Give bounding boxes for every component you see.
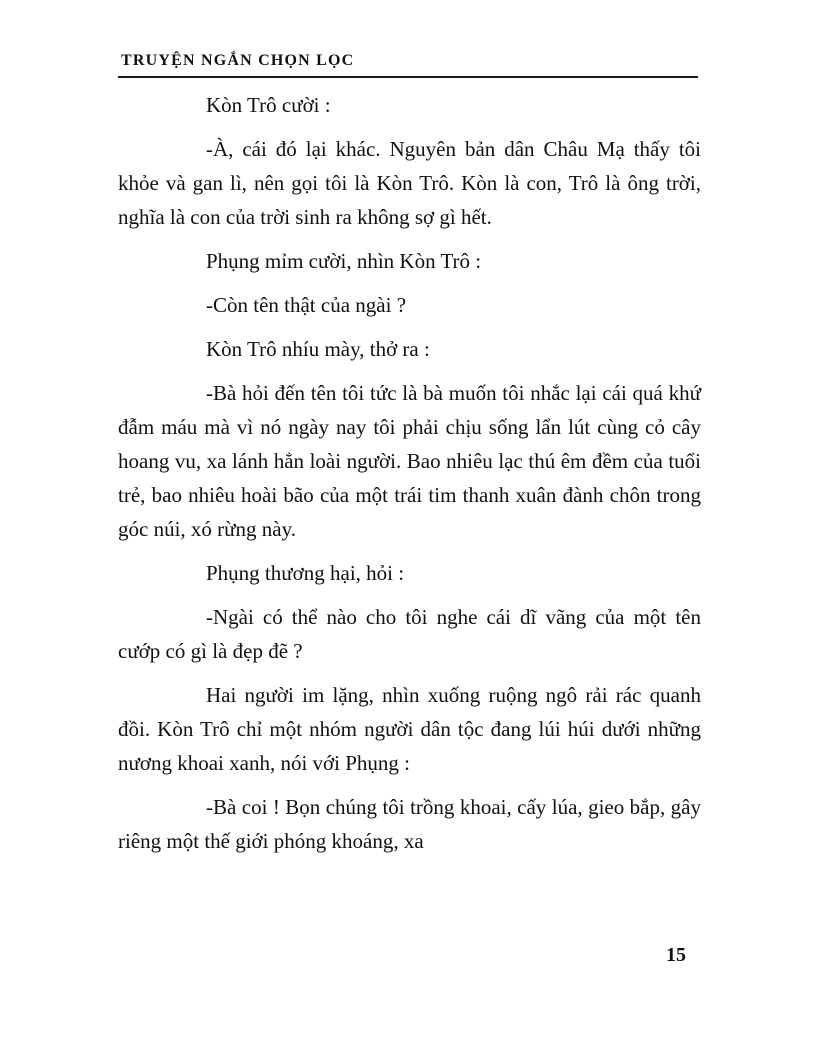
paragraph: Phụng thương hại, hỏi : (206, 561, 405, 585)
paragraph: -Bà coi ! Bọn chúng tôi trồng khoai, cấy lúa, gieo bắp, gây riêng một thế giới phóng khoáng, xa (118, 795, 701, 853)
header-title: TRUYỆN NGẮN CHỌN LỌC (121, 52, 355, 69)
paragraph: Kòn Trô cười : (206, 93, 331, 117)
paragraph: Kòn Trô nhíu mày, thở ra : (206, 337, 430, 361)
paragraph: Phụng mỉm cười, nhìn Kòn Trô : (206, 249, 482, 273)
paragraph: -Ngài có thể nào cho tôi nghe cái dĩ vãng của một tên cướp có gì là đẹp đẽ ? (118, 605, 701, 663)
running-header (118, 50, 698, 78)
paragraph: Hai người im lặng, nhìn xuống ruộng ngô rải rác quanh đồi. Kòn Trô chỉ một nhóm người dân tộc đang lúi húi dưới những nương khoai xanh, nói với Phụng : (118, 683, 701, 775)
page-number: 15 (666, 944, 686, 966)
paragraph: -À, cái đó lại khác. Nguyên bản dân Châu Mạ thấy tôi khỏe và gan lì, nên gọi tôi là Kòn Trô. Kòn là con, Trô là ông trời, nghĩa là con của trời sinh ra không sợ gì hết. (118, 137, 701, 229)
paragraph: -Bà hỏi đến tên tôi tức là bà muốn tôi nhắc lại cái quá khứ đẫm máu mà vì nó ngày nay tôi phải chịu sống lẩn lút cùng cỏ cây hoang vu, xa lánh hẳn loài người. Bao nhiêu lạc thú êm đềm của tuổi trẻ, bao nhiêu hoài bão của một trái tim thanh xuân đành chôn trong góc núi, xó rừng này. (118, 381, 701, 541)
body-text (118, 88, 701, 868)
paragraph: -Còn tên thật của ngài ? (206, 293, 407, 317)
